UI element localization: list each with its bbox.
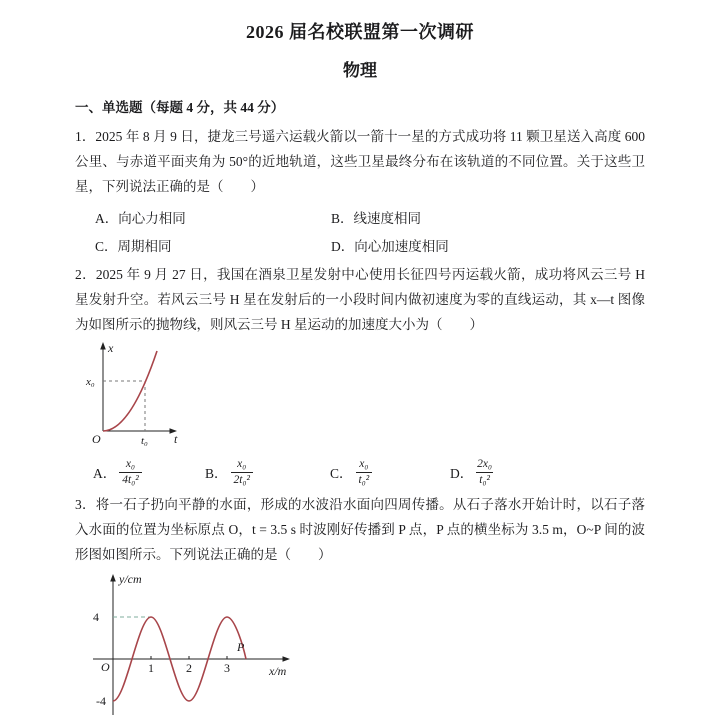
y-axis-label: x bbox=[108, 341, 114, 355]
q1-option-a bbox=[95, 207, 331, 230]
q2-option-d-fraction: $\frac{\text{2x₀}}{\text{t₀²}}$ bbox=[477, 458, 492, 486]
x-tick-label-2: 2 bbox=[186, 660, 192, 675]
q2-option-a-label: A． bbox=[93, 466, 117, 482]
y-axis-label: y/cm bbox=[119, 571, 142, 586]
q2-option-d-label: D． bbox=[450, 466, 474, 482]
t0-mark-label: t₀ bbox=[141, 435, 148, 447]
question-2-options bbox=[75, 457, 645, 488]
q1-option-c-label: C． bbox=[95, 239, 118, 254]
subject-title: 物理 bbox=[343, 61, 377, 80]
x-tick-label-1: 1 bbox=[148, 660, 154, 675]
question-1-text: 1．2025 年 8 月 9 日，捷龙三号遥六运载火箭以一箭十一星的方式成功将 11 颗卫星送入高度 600 公里、与赤道平面夹角为 50°的近地轨道，这些卫星最终分布在该轨道的不同位置。关于这些卫星，下列说法正确的是（ ） bbox=[75, 129, 645, 194]
x0-mark-label: x₀ bbox=[86, 376, 95, 388]
origin-label: O bbox=[101, 659, 110, 674]
question-2-text: 2．2025 年 9 月 27 日，我国在酒泉卫星发射中心使用长征四号丙运载火箭，成功将风云三号 H 星发射升空。若风云三号 H 星在发射后的一小段时间内做初速度为零的直线运动，其 x—t 图像为如图所示的抛物线，则风云三号 H 星运动的加速度大小为（ ） bbox=[75, 267, 645, 332]
q1-option-d-label: D． bbox=[331, 239, 355, 254]
y-max-label: 4 bbox=[93, 609, 99, 624]
q2-option-d bbox=[450, 457, 493, 488]
y-axis-arrow-icon bbox=[100, 342, 106, 350]
wave-figure bbox=[81, 569, 309, 719]
q2-option-a bbox=[93, 457, 205, 488]
question-1-options bbox=[75, 207, 645, 258]
q2-option-b-label: B． bbox=[205, 466, 228, 482]
q1-option-c-text: 周期相同 bbox=[117, 239, 172, 254]
parabola-curve bbox=[103, 351, 157, 431]
x-axis-arrow-icon bbox=[283, 656, 291, 662]
q2-option-c bbox=[330, 457, 450, 488]
y-min-label: -4 bbox=[96, 693, 106, 708]
q1-option-b-label: B． bbox=[331, 211, 354, 226]
x-axis-label: t bbox=[174, 432, 178, 446]
q2-option-c-fraction: $\frac{\text{x₀}}{\text{t₀²}}$ bbox=[356, 457, 373, 488]
q1-option-a-label: A． bbox=[95, 211, 119, 226]
point-p-label: P bbox=[237, 639, 245, 654]
q1-option-b bbox=[331, 207, 645, 230]
xt-parabola-figure bbox=[81, 339, 185, 453]
q2-option-a-fraction: $\frac{\text{x₀}}{\text{4t₀²}}$ bbox=[119, 457, 141, 488]
origin-label: O bbox=[92, 432, 101, 446]
q1-option-b-text: 线速度相同 bbox=[353, 211, 422, 226]
page-title: 2026 届名校联盟第一次调研 bbox=[246, 22, 474, 42]
q1-option-c bbox=[95, 235, 331, 258]
question-3-text: 3．将一石子扔向平静的水面，形成的水波沿水面向四周传播。从石子落水开始计时，以石子落入水面的位置为坐标原点 O，t = 3.5 s 时波刚好传播到 P 点，P 点的横坐标为 3.5 m，O~P 间的波形图如图所示。下列说法正确的是（ ） bbox=[75, 496, 645, 562]
q2-option-b-fraction: $\frac{\text{x₀}}{\text{2t₀²}}$ bbox=[231, 457, 253, 488]
q1-option-a-text: 向心力相同 bbox=[118, 211, 186, 226]
q2-option-c-label: C． bbox=[330, 466, 353, 482]
x-tick-label-3: 3 bbox=[224, 660, 230, 675]
section-header: 一、单选题（每题 4 分，共 44 分） bbox=[75, 100, 285, 115]
x-axis-label: x/m bbox=[269, 663, 287, 678]
q1-option-d-text: 向心加速度相同 bbox=[354, 239, 449, 254]
q2-option-b bbox=[205, 457, 330, 488]
q1-option-d bbox=[331, 235, 645, 258]
y-axis-arrow-icon bbox=[110, 574, 116, 582]
